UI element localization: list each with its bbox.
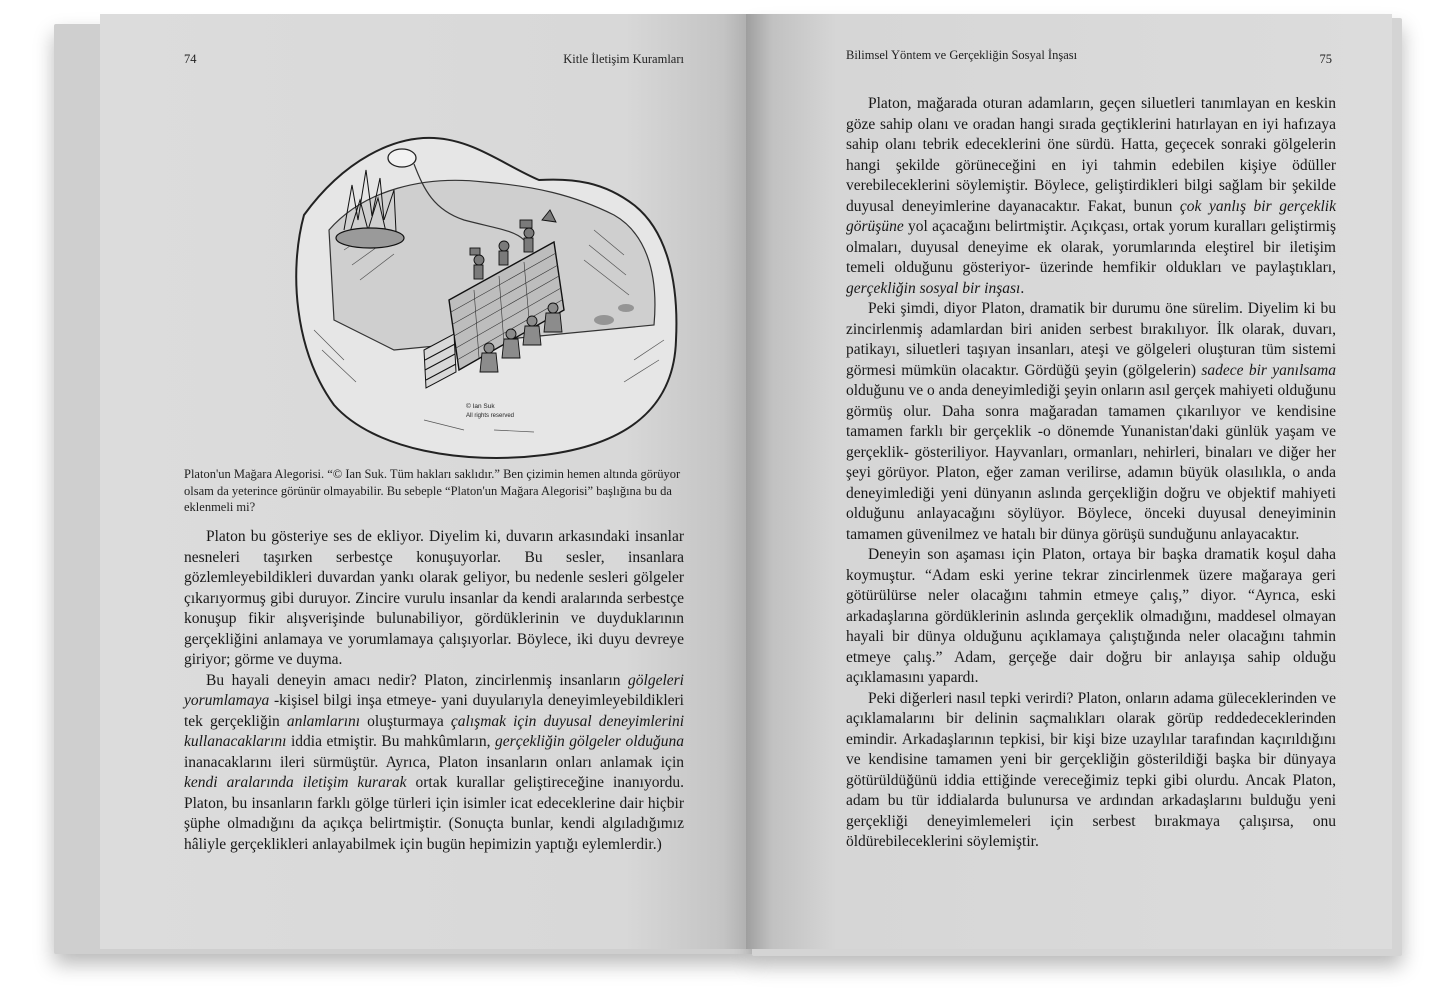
cave-allegory-illustration (274, 120, 684, 470)
right-body-text (846, 94, 1336, 853)
illustration-credit-1: © Ian Suk (466, 403, 495, 410)
open-book (40, 14, 1405, 959)
paragraph: Peki şimdi, diyor Platon, dramatik bir durumu öne sürelim. Diyelim ki bu zincirlenmiş adamlardan biri aniden serbest bırakılıyor. İlk olarak, duvarı, patikayı, siluetleri taşıyan insanları, ateşi ve gölgeleri oluşturan tüm sistemi görmesi mümkün olacaktır. Gördüğü şeyin (gölgelerin) sadece bir yanılsama olduğunu ve o anda deneyimlediği şeyin onların asıl gerçek mahiyeti olduğunu görmüş olur. Daha sonra mağaradan tamamen çıkarılıyor ve kendisine tamamen farklı bir gerçeklik -o dönemde Yunanistan'daki günlük yaşam ve gerçeklik- gösteriliyor. Hayvanları, ormanları, nehirleri, binaları ve diğer her şeyi görüyor. Platon, eğer zaman verilirse, adamın büyük olasılıkla, o anda deneyimlediği yeni dünyanın aslında gerçekliğin doğru ve objektif mahiyeti olduğunu anlayacağını söylüyor. Böylece, önceki duyusal deneyiminin tamamen güvenilmez ve hatalı bir dünya görüşü sunduğunu anlayacaktır. (846, 300, 1336, 543)
left-body-text (184, 527, 684, 855)
paragraph: Bu hayali deneyin amacı nedir? Platon, zincirlenmiş insanların gölgeleri yorumlamaya -kişisel bilgi inşa etmeye- yani duyularıyla deneyimleyebildikleri tek gerçekliğin anlamlarını oluşturmaya çalışmak için duyusal deneyimlerini kullanacaklarını iddia etmiştir. Bu mahkûmların, gerçekliğin gölgeler olduğuna inanacaklarını ileri sürmüştür. Ayrıca, Platon insanların onları anlamak için kendi aralarında iletişim kurarak ortak kurallar geliştireceğine inanıyordu. Platon, bu insanların farklı gölge türleri için isimler icat edeceklerine dair hiçbir şüphe olmadığını da açıkça belirtmiştir. (Sonuçta bunlar, kendi algıladığımız hâliyle gerçeklikleri anlayabilmek için bugün hepimizin yaptığı eylemlerdir.) (184, 671, 685, 853)
paragraph: Platon, mağarada oturan adamların, geçen siluetleri tanımlayan en keskin göze sahip olanı ve oradan hangi sırada geçtiklerini hatırlayan en iyi hafızaya sahip olanı tebrik edeceklerini öne sürdü. Hatta, geçecek sonraki gölgelerin hangi şekilde görüneceğini en iyi tahmin edebilen kişiye ödüller verebileceklerini söylemiştir. Böylece, geliştirdikleri bilgi sağlam bir şekilde duyusal deneyimlerine dayanacaktır. Fakat, bunun çok yanlış bir gerçeklik görüşüne yol açacağını belirtmiştir. Açıkçası, ortak yorum kuralları geliştirmiş olmaları, duyusal deneyime ek olarak, yorumlarında eleştirel bir iletişim temeli olduğunu gösteriyor- üzerinde hemfikir oldukları ve paylaştıkları, gerçekliğin sosyal bir inşası. (846, 95, 1336, 297)
figure-caption: Platon'un Mağara Alegorisi. “© Ian Suk. Tüm hakları saklıdır.” Ben çizimin hemen altında görüyor olsam da yeterince görünür olmayabilir. Bu sebeple “Platon'un Mağara Alegorisi” başlığına bu da eklenmeli mi? (184, 467, 681, 514)
left-running-head: Kitle İletişim Kuramları (563, 52, 684, 66)
left-page-number: 74 (184, 52, 197, 66)
paragraph: Deneyin son aşaması için Platon, ortaya bir başka dramatik koşul daha koymuştur. “Adam eski yerine tekrar zincirlenmek üzere mağaraya geri götürülürse neler olacağını tahmin etmeye çalış,” diyor. “Ayrıca, eski arkadaşlarına gördüklerinin aslında gerçeklik olmadığını, maddesel olmayan hayali bir dünya olduğunu açıklamaya çalıştığında neler olacağını tahmin etmeye çalış.” Adam, gerçeğe dair doğru bir anlayışa sahip olduğu açıklamasını yapardı. (846, 546, 1336, 686)
right-page-number: 75 (1319, 52, 1332, 66)
right-running-head: Bilimsel Yöntem ve Gerçekliğin Sosyal İnşası (846, 48, 1078, 62)
paragraph: Platon bu gösteriye ses de ekliyor. Diyelim ki, duvarın arkasındaki insanlar nesneleri taşırken serbestçe konuşuyorlar. Bu sesler, insanlara gözlemleyebildikleri duvardan yankı olarak geliyor, bu nedenle sesleri gölgeler çıkarıyormuş gibi duruyor. Zincire vurulu insanlar da kendi aralarında serbestçe konuşup fikir alışverişinde bulunabiliyor, gördüklerinin ve duyduklarının gerçekliğini anlamaya ve yorumlamaya çalışıyorlar. Böylece, iki duyu devreye giriyor; görme ve duyma. (184, 528, 684, 668)
paragraph: Peki diğerleri nasıl tepki verirdi? Platon, onların adama güleceklerinden ve açıklamalarını bir delinin saçmalıkları olarak görüp reddedeceklerinden emindir. Arkadaşlarının tepkisi, bir kişi bize uzaylılar tarafından kaçırıldığını ve kendisine tamamen yeni bir gerçekliğin gösterildiği başka bir dünyaya götürüldüğünü iddia ettiğinde vereceğimiz tepki gibi olurdu. Ancak Platon, adam bu tür iddialarda bulunursa ve ardından arkadaşlarını bulduğu yeni gerçekliği deneyimlemeleri için serbest bırakmaya çalışırsa, onu öldürebileceklerini söylemiştir. (846, 689, 1336, 850)
left-page (100, 14, 756, 949)
illustration-credit-2: All rights reserved (466, 413, 515, 419)
right-page (746, 14, 1392, 949)
